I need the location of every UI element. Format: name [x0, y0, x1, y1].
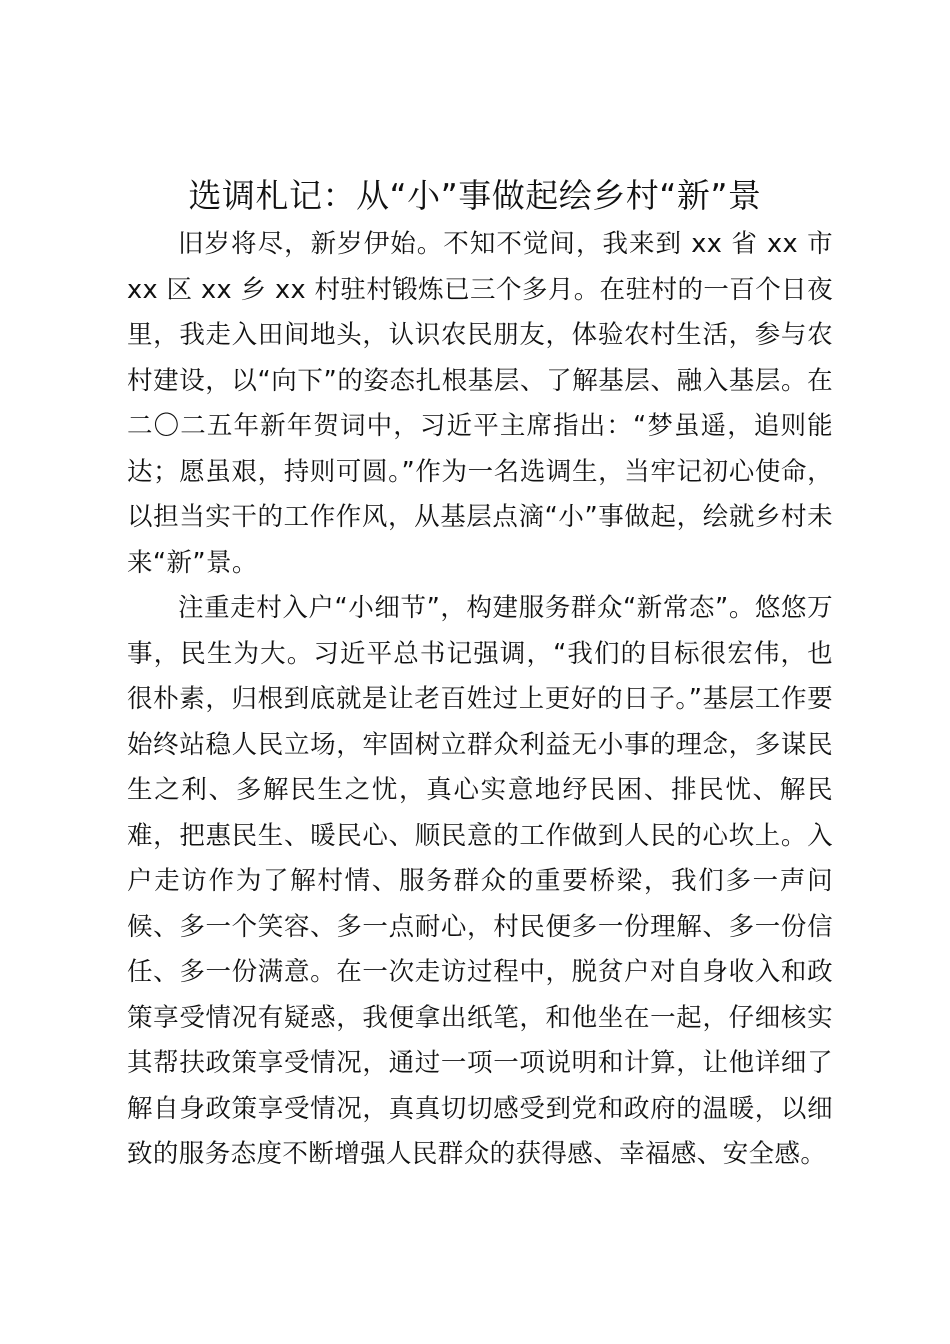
- paragraph: 旧岁将尽，新岁伊始。不知不觉间，我来到 xx 省 xx 市 xx 区 xx 乡 xx 村驻村锻炼已三个多月。在驻村的一百个日夜里，我走入田间地头，认识农民朋友，体验农村生活，参与农村建设，以“向下”的姿态扎根基层、了解基层、融入基层。在二〇二五年新年贺词中，习近平主席指出：“梦虽遥，追则能达；愿虽艰，持则可圆。”作为一名选调生，当牢记初心使命，以担当实干的工作作风，从基层点滴“小”事做起，绘就乡村未来“新”景。: [127, 229, 833, 578]
- paragraph: 注重走村入户“小细节”，构建服务群众“新常态”。悠悠万事，民生为大。习近平总书记强调，“我们的目标很宏伟，也很朴素，归根到底就是让老百姓过上更好的日子。”基层工作要始终站稳人民立场，牢固树立群众利益无小事的理念，多谋民生之利、多解民生之忧，真心实意地纾民困、排民忧、解民难，把惠民生、暖民心、顺民意的工作做到人民的心坎上。入户走访作为了解村情、服务群众的重要桥梁，我们多一声问候、多一个笑容、多一点耐心，村民便多一份理解、多一份信任、多一份满意。在一次走访过程中，脱贫户对自身收入和政策享受情况有疑惑，我便拿出纸笔，和他坐在一起，仔细核实其帮扶政策享受情况，通过一项一项说明和计算，让他详细了解自身政策享受情况，真真切切感受到党和政府的温暖，以细致的服务态度不断增强人民群众的获得感、幸福感、安全感。: [127, 593, 833, 1169]
- article-body: [127, 222, 833, 1178]
- page-title: 选调札记：从“小”事做起绘乡村“新”景: [188, 176, 762, 215]
